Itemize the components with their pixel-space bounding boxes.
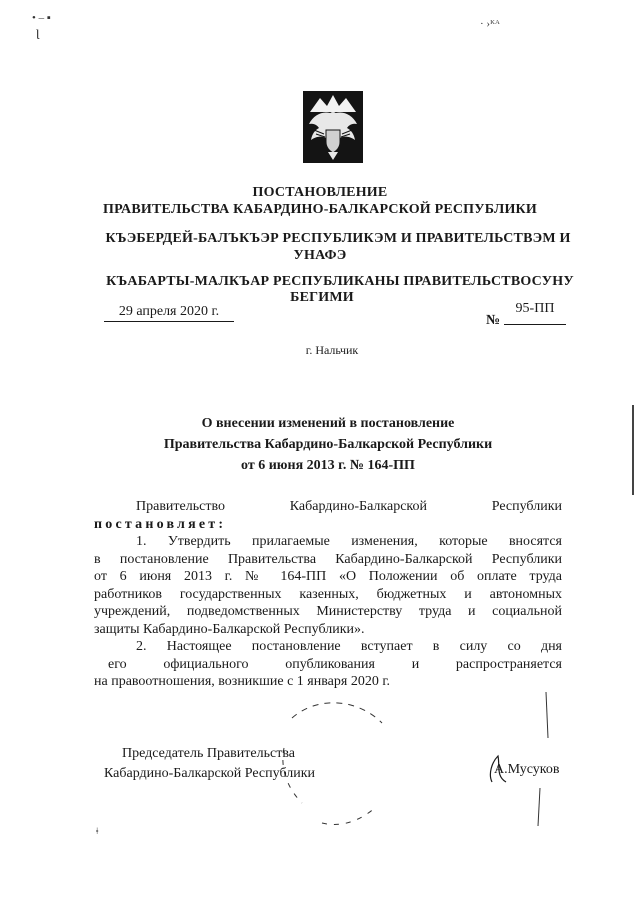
city: г. Нальчик (305, 343, 359, 357)
intro-word-1: Правительство (136, 499, 225, 514)
paragraph-2-line-2: его официального опубликования и распространяется (108, 656, 562, 672)
header-line-5: КЪАБАРТЫ-МАЛКЪАР РЕСПУБЛИКАНЫ ПРАВИТЕЛЬСТВОСУНУ (106, 274, 574, 289)
header-line-3: КЪЭБЕРДЕЙ-БАЛЪКЪЭР РЕСПУБЛИКЭМ И ПРАВИТЕЛЬСТВЭМ И (105, 231, 571, 246)
document-number: 95-ПП (504, 300, 566, 325)
signatory-name: А.Мусуков (494, 762, 560, 777)
paragraph-1-line-4: работников государственных казенных, бюджетных и автономных (94, 586, 562, 602)
number-sign: № (486, 313, 501, 328)
header-line-6: БЕГИМИ (290, 290, 354, 305)
document-date: 29 апреля 2020 г. (104, 303, 234, 322)
scan-mark-bottom: ǂ (96, 826, 99, 836)
title-line-2: Правительства Кабардино-Балкарской Республики (163, 437, 493, 452)
intro-line (94, 498, 562, 516)
scan-mark-top-left: • – ▪ (32, 12, 51, 24)
paragraph-2-line-1: 2. Настоящее постановление вступает в силу со дня (136, 639, 562, 654)
scan-edge-line (632, 405, 634, 495)
paragraph-2-line-3: на правоотношения, возникшие с 1 января 2020 г. (94, 674, 390, 689)
header-line-1: ПОСТАНОВЛЕНИЕ (252, 185, 388, 200)
resolves-word: постановляет: (94, 516, 227, 532)
title-line-1: О внесении изменений в постановление (201, 416, 455, 431)
paragraph-1-line-5: учреждений, подведомственных Министерству труда и социальной (94, 604, 562, 619)
intro-word-3: Республики (491, 499, 562, 514)
paragraph-1-line-2: в постановление Правительства Кабардино-Балкарской Республики (94, 551, 562, 567)
document-body (94, 498, 562, 691)
coat-of-arms-emblem (302, 90, 364, 164)
intro-word-2: Кабардино-Балкарской (289, 499, 427, 514)
signatory-position-1: Председатель Правительства (122, 746, 295, 761)
signatory-position-2: Кабардино-Балкарской Республики (104, 766, 315, 781)
scan-mark-top-left-2: Ɩ (36, 28, 40, 43)
paragraph-1-line-1: 1. Утвердить прилагаемые изменения, которые вносятся (136, 534, 562, 549)
paragraph-1-line-6: защиты Кабардино-Балкарской Республики». (94, 621, 365, 637)
handwritten-signature (486, 752, 516, 786)
header-line-4: УНАФЭ (293, 248, 347, 263)
scan-mark-top-right: · ›ᴷᴬ (480, 18, 500, 30)
paragraph-1-line-3: от 6 июня 2013 г. № 164-ПП «О Положении об оплате труда (94, 569, 562, 584)
header-line-2: ПРАВИТЕЛЬСТВА КАБАРДИНО-БАЛКАРСКОЙ РЕСПУБЛИКИ (102, 202, 538, 217)
title-line-3: от 6 июня 2013 г. № 164-ПП (241, 458, 415, 473)
